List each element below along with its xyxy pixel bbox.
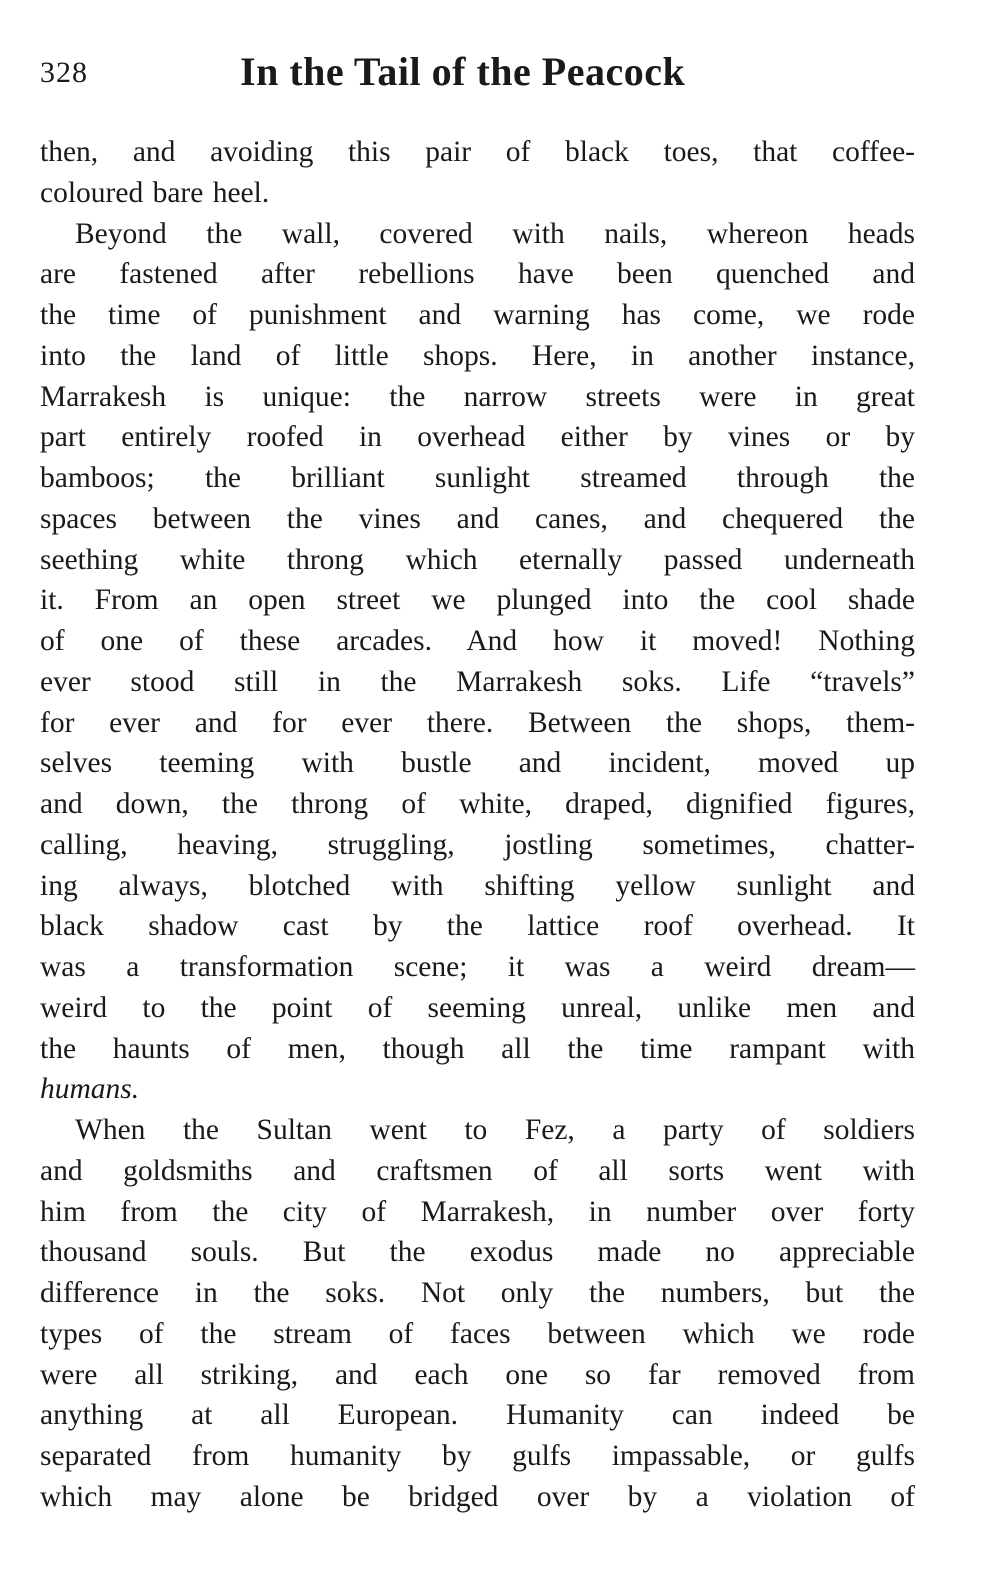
text-line: ing always, blotched with shifting yellow sunlight and	[40, 869, 915, 902]
text-line: bamboos; the brilliant sunlight streamed through the	[40, 462, 915, 494]
text-line: and goldsmiths and craftsmen of all sorts went with	[40, 1154, 915, 1187]
text-line: of one of these arcades. And how it moved! Nothing	[40, 625, 915, 657]
text-line: thousand souls. But the exodus made no appreciable	[40, 1236, 915, 1269]
text-line: When the Sultan went to Fez, a party of soldiers	[75, 1114, 915, 1146]
text-line: Beyond the wall, covered with nails, whereon heads	[75, 217, 915, 250]
text-line: the haunts of men, though all the time rampant with	[40, 1032, 915, 1065]
text-line: then, and avoiding this pair of black toes, that coffee-	[40, 136, 915, 168]
text-line: ever stood still in the Marrakesh soks. Life “travels”	[40, 665, 915, 698]
text-line: difference in the soks. Not only the numbers, but the	[40, 1277, 915, 1309]
text-line: which may alone be bridged over by a violation of	[40, 1480, 915, 1513]
text-line: weird to the point of seeming unreal, unlike men and	[40, 991, 915, 1024]
text-line: was a transformation scene; it was a weird dream—	[40, 951, 915, 983]
text-line: are fastened after rebellions have been quenched and	[40, 258, 915, 291]
text-line: were all striking, and each one so far removed from	[40, 1358, 915, 1391]
text-line: coloured bare heel.	[40, 176, 270, 209]
text-line: into the land of little shops. Here, in another instance,	[40, 339, 915, 372]
text-line: Marrakesh is unique: the narrow streets were in great	[40, 380, 915, 413]
text-line: it. From an open street we plunged into the cool shade	[40, 584, 915, 617]
running-header	[40, 48, 915, 98]
text-line: separated from humanity by gulfs impassable, or gulfs	[40, 1440, 915, 1472]
text-line: seething white throng which eternally passed underneath	[40, 543, 915, 576]
text-line: humans.	[40, 1073, 140, 1106]
text-line: the time of punishment and warning has come, we rode	[40, 299, 915, 331]
text-line: selves teeming with bustle and incident, moved up	[40, 747, 915, 780]
text-line: anything at all European. Humanity can indeed be	[40, 1399, 915, 1432]
text-line: for ever and for ever there. Between the shops, them-	[40, 706, 915, 739]
text-line: spaces between the vines and canes, and chequered the	[40, 502, 915, 535]
text-line: types of the stream of faces between which we rode	[40, 1317, 915, 1350]
running-title: In the Tail of the Peacock	[240, 49, 686, 94]
text-line: part entirely roofed in overhead either by vines or by	[40, 421, 915, 454]
page-number: 328	[40, 56, 88, 89]
text-line: him from the city of Marrakesh, in number over forty	[40, 1195, 915, 1228]
text-line: calling, heaving, struggling, jostling sometimes, chatter-	[40, 828, 915, 861]
text-line: black shadow cast by the lattice roof overhead. It	[40, 910, 915, 943]
text-line: and down, the throng of white, draped, dignified figures,	[40, 788, 915, 820]
